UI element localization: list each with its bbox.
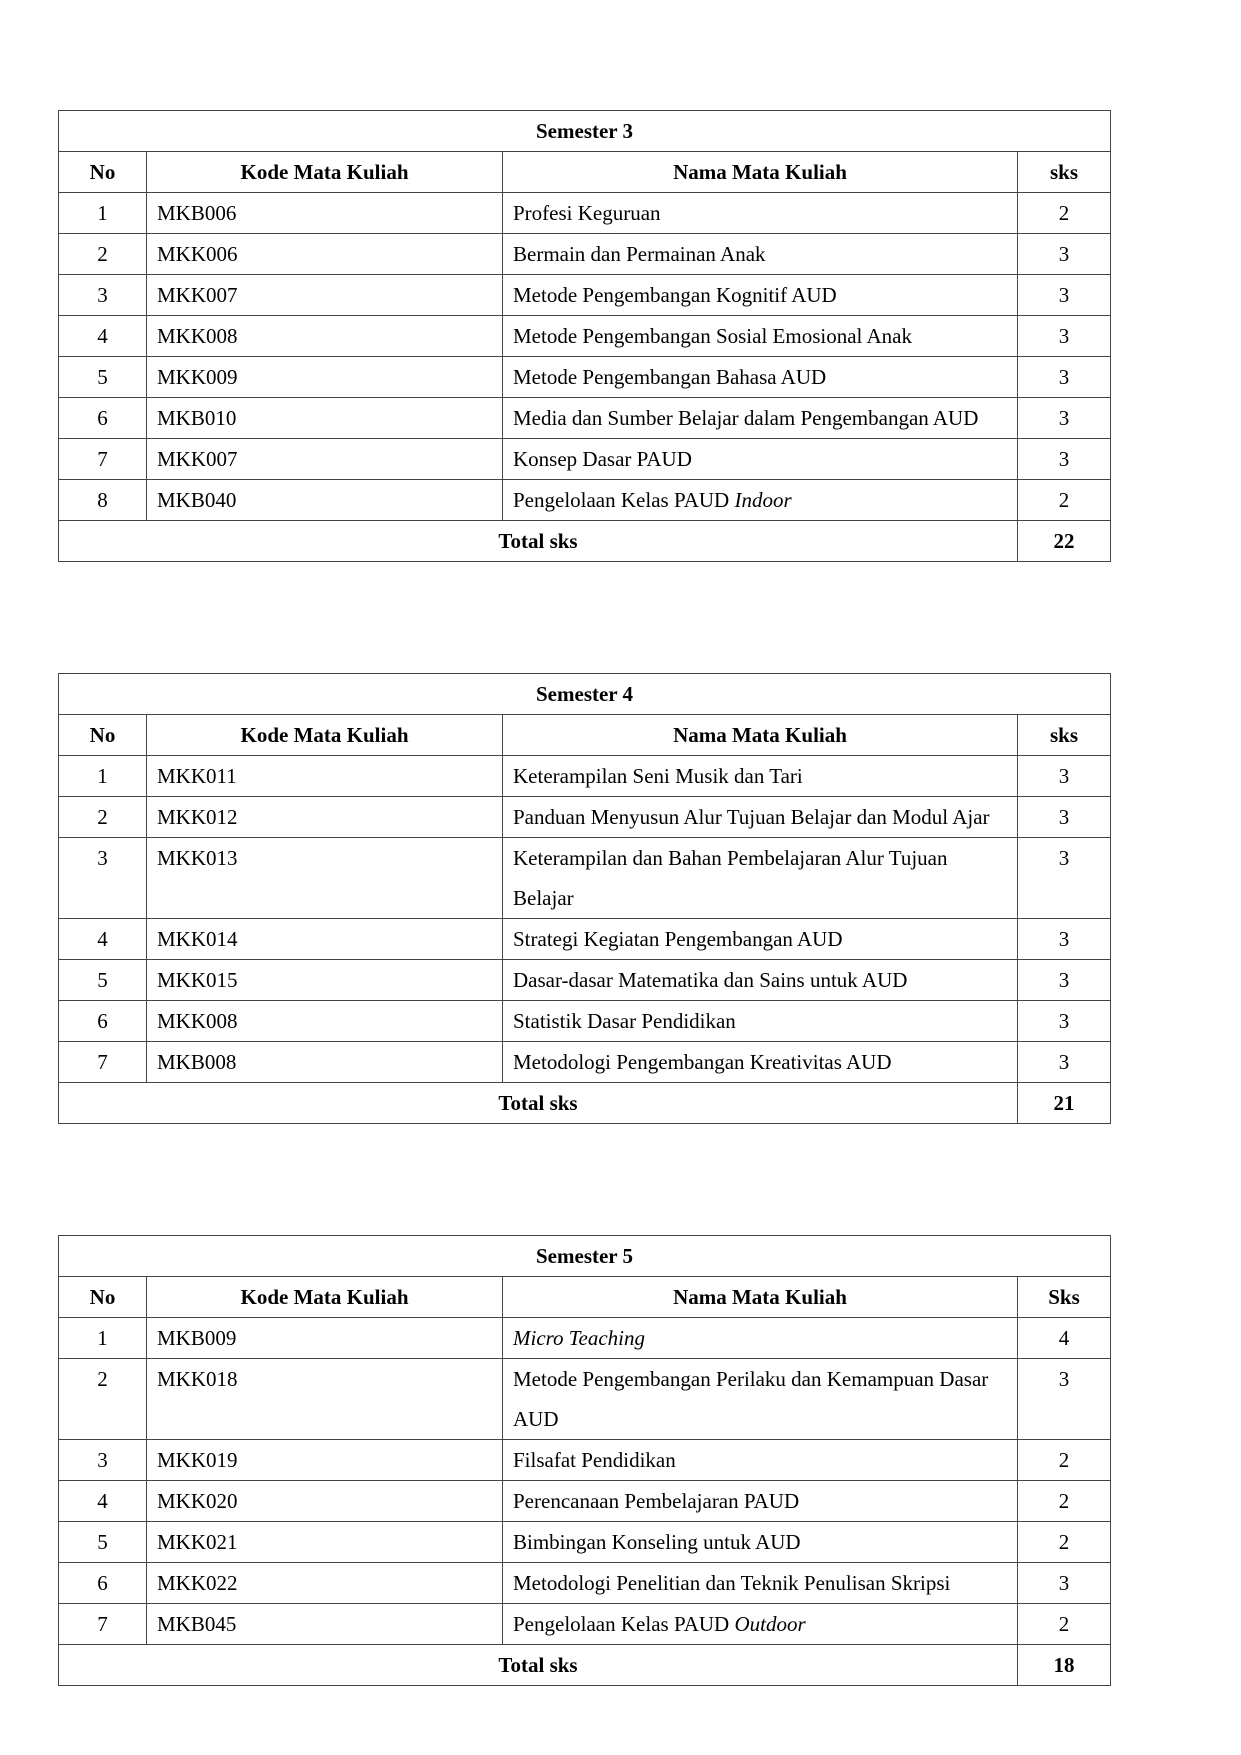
total-value: 22 (1018, 521, 1111, 562)
table-row (59, 1604, 1111, 1645)
header-sks: sks (1018, 152, 1111, 193)
table-row (59, 439, 1111, 480)
header-sks: sks (1018, 715, 1111, 756)
table-row (59, 797, 1111, 838)
table-row (59, 1563, 1111, 1604)
cell-sks: 3 (1018, 960, 1111, 1001)
cell-no: 2 (59, 797, 147, 838)
table-row (59, 1318, 1111, 1359)
cell-sks: 3 (1018, 398, 1111, 439)
header-kode: Kode Mata Kuliah (147, 1277, 503, 1318)
cell-sks: 3 (1018, 357, 1111, 398)
cell-no: 8 (59, 480, 147, 521)
cell-nama (503, 357, 1018, 398)
total-label: Total sks (59, 521, 1018, 562)
cell-sks: 3 (1018, 1359, 1111, 1440)
cell-nama-text: Bimbingan Konseling untuk AUD (513, 1530, 801, 1554)
cell-nama (503, 193, 1018, 234)
cell-nama (503, 1042, 1018, 1083)
cell-nama (503, 1318, 1018, 1359)
cell-no: 6 (59, 1563, 147, 1604)
table-row (59, 1001, 1111, 1042)
cell-no: 1 (59, 193, 147, 234)
cell-nama-text: Keterampilan Seni Musik dan Tari (513, 764, 803, 788)
cell-nama-text: Panduan Menyusun Alur Tujuan Belajar dan Modul Ajar (513, 805, 990, 829)
table-row (59, 1042, 1111, 1083)
cell-nama-text: Statistik Dasar Pendidikan (513, 1009, 736, 1033)
header-nama: Nama Mata Kuliah (503, 152, 1018, 193)
cell-nama (503, 1001, 1018, 1042)
cell-kode: MKK009 (147, 357, 503, 398)
cell-sks: 2 (1018, 193, 1111, 234)
cell-nama-text: Metode Pengembangan Perilaku dan Kemampuan Dasar AUD (513, 1367, 989, 1431)
total-row (59, 1645, 1111, 1686)
semester-title-row (59, 111, 1111, 152)
cell-no: 3 (59, 1440, 147, 1481)
cell-nama (503, 1481, 1018, 1522)
cell-nama (503, 439, 1018, 480)
cell-nama-text: Metode Pengembangan Sosial Emosional Anak (513, 324, 912, 348)
cell-nama (503, 480, 1018, 521)
semester-title: Semester 4 (59, 674, 1111, 715)
cell-sks: 3 (1018, 439, 1111, 480)
cell-no: 3 (59, 838, 147, 919)
header-nama: Nama Mata Kuliah (503, 1277, 1018, 1318)
cell-kode: MKK020 (147, 1481, 503, 1522)
header-sks: Sks (1018, 1277, 1111, 1318)
header-no: No (59, 1277, 147, 1318)
total-row (59, 521, 1111, 562)
cell-nama-text: Strategi Kegiatan Pengembangan AUD (513, 927, 843, 951)
cell-no: 4 (59, 919, 147, 960)
cell-nama (503, 756, 1018, 797)
cell-sks: 3 (1018, 234, 1111, 275)
cell-nama (503, 797, 1018, 838)
cell-kode: MKB045 (147, 1604, 503, 1645)
cell-no: 2 (59, 1359, 147, 1440)
cell-nama-text: Dasar-dasar Matematika dan Sains untuk AUD (513, 968, 908, 992)
total-value: 21 (1018, 1083, 1111, 1124)
table-row (59, 398, 1111, 439)
total-label: Total sks (59, 1645, 1018, 1686)
semester-table (58, 110, 1111, 562)
cell-sks: 3 (1018, 838, 1111, 919)
cell-nama (503, 1359, 1018, 1440)
cell-no: 5 (59, 357, 147, 398)
table-row (59, 838, 1111, 919)
header-kode: Kode Mata Kuliah (147, 715, 503, 756)
cell-no: 3 (59, 275, 147, 316)
cell-kode: MKK006 (147, 234, 503, 275)
cell-kode: MKK013 (147, 838, 503, 919)
cell-kode: MKK014 (147, 919, 503, 960)
semester-title: Semester 3 (59, 111, 1111, 152)
cell-kode: MKK007 (147, 439, 503, 480)
cell-sks: 2 (1018, 480, 1111, 521)
cell-no: 4 (59, 316, 147, 357)
total-row (59, 1083, 1111, 1124)
cell-no: 7 (59, 1042, 147, 1083)
cell-sks: 3 (1018, 316, 1111, 357)
total-value: 18 (1018, 1645, 1111, 1686)
table-row (59, 275, 1111, 316)
cell-no: 7 (59, 1604, 147, 1645)
cell-nama (503, 316, 1018, 357)
cell-nama-italic: Micro Teaching (513, 1326, 646, 1350)
cell-kode: MKK015 (147, 960, 503, 1001)
cell-sks: 2 (1018, 1440, 1111, 1481)
table-row (59, 919, 1111, 960)
header-row (59, 1277, 1111, 1318)
cell-nama-text: Bermain dan Permainan Anak (513, 242, 766, 266)
cell-kode: MKK012 (147, 797, 503, 838)
cell-kode: MKK008 (147, 316, 503, 357)
cell-kode: MKK011 (147, 756, 503, 797)
header-row (59, 152, 1111, 193)
cell-kode: MKK007 (147, 275, 503, 316)
cell-nama (503, 960, 1018, 1001)
header-no: No (59, 715, 147, 756)
cell-no: 5 (59, 960, 147, 1001)
cell-nama-text: Perencanaan Pembelajaran PAUD (513, 1489, 800, 1513)
cell-kode: MKB008 (147, 1042, 503, 1083)
cell-sks: 3 (1018, 275, 1111, 316)
cell-no: 6 (59, 398, 147, 439)
semester-table (58, 1235, 1111, 1686)
cell-nama (503, 838, 1018, 919)
cell-nama-text: Pengelolaan Kelas PAUD (513, 488, 735, 512)
cell-nama-text: Konsep Dasar PAUD (513, 447, 692, 471)
cell-sks: 3 (1018, 1563, 1111, 1604)
cell-nama-text: Media dan Sumber Belajar dalam Pengembangan AUD (513, 406, 979, 430)
header-nama: Nama Mata Kuliah (503, 715, 1018, 756)
cell-sks: 3 (1018, 919, 1111, 960)
cell-nama (503, 398, 1018, 439)
cell-nama (503, 234, 1018, 275)
cell-nama-text: Keterampilan dan Bahan Pembelajaran Alur Tujuan Belajar (513, 846, 948, 910)
cell-nama-text: Metodologi Pengembangan Kreativitas AUD (513, 1050, 892, 1074)
cell-nama-text: Pengelolaan Kelas PAUD (513, 1612, 735, 1636)
cell-nama (503, 1604, 1018, 1645)
cell-kode: MKK018 (147, 1359, 503, 1440)
cell-kode: MKK019 (147, 1440, 503, 1481)
total-label: Total sks (59, 1083, 1018, 1124)
table-row (59, 193, 1111, 234)
table-row (59, 1522, 1111, 1563)
cell-nama-text: Metodologi Penelitian dan Teknik Penulisan Skripsi (513, 1571, 951, 1595)
cell-sks: 2 (1018, 1522, 1111, 1563)
cell-sks: 4 (1018, 1318, 1111, 1359)
cell-sks: 3 (1018, 797, 1111, 838)
semester-title: Semester 5 (59, 1236, 1111, 1277)
cell-sks: 2 (1018, 1481, 1111, 1522)
cell-kode: MKB006 (147, 193, 503, 234)
cell-nama (503, 275, 1018, 316)
semester-title-row (59, 1236, 1111, 1277)
semester-title-row (59, 674, 1111, 715)
table-row (59, 1359, 1111, 1440)
cell-kode: MKK008 (147, 1001, 503, 1042)
cell-kode: MKK021 (147, 1522, 503, 1563)
table-row (59, 1481, 1111, 1522)
cell-nama (503, 1522, 1018, 1563)
cell-nama-italic: Indoor (734, 488, 792, 512)
cell-sks: 3 (1018, 756, 1111, 797)
cell-no: 6 (59, 1001, 147, 1042)
cell-kode: MKB009 (147, 1318, 503, 1359)
cell-no: 1 (59, 1318, 147, 1359)
table-row (59, 234, 1111, 275)
table-row (59, 357, 1111, 398)
cell-nama-text: Profesi Keguruan (513, 201, 661, 225)
table-row (59, 480, 1111, 521)
cell-kode: MKB010 (147, 398, 503, 439)
cell-kode: MKK022 (147, 1563, 503, 1604)
cell-sks: 2 (1018, 1604, 1111, 1645)
cell-no: 7 (59, 439, 147, 480)
cell-nama-text: Filsafat Pendidikan (513, 1448, 676, 1472)
cell-no: 5 (59, 1522, 147, 1563)
table-row (59, 316, 1111, 357)
cell-no: 2 (59, 234, 147, 275)
cell-kode: MKB040 (147, 480, 503, 521)
header-no: No (59, 152, 147, 193)
header-kode: Kode Mata Kuliah (147, 152, 503, 193)
cell-nama-text: Metode Pengembangan Bahasa AUD (513, 365, 827, 389)
cell-nama (503, 1563, 1018, 1604)
cell-no: 4 (59, 1481, 147, 1522)
cell-nama (503, 1440, 1018, 1481)
cell-sks: 3 (1018, 1001, 1111, 1042)
table-row (59, 960, 1111, 1001)
semester-table (58, 673, 1111, 1124)
cell-no: 1 (59, 756, 147, 797)
table-row (59, 1440, 1111, 1481)
cell-nama-italic: Outdoor (734, 1612, 806, 1636)
cell-sks: 3 (1018, 1042, 1111, 1083)
cell-nama (503, 919, 1018, 960)
table-row (59, 756, 1111, 797)
cell-nama-text: Metode Pengembangan Kognitif AUD (513, 283, 837, 307)
header-row (59, 715, 1111, 756)
